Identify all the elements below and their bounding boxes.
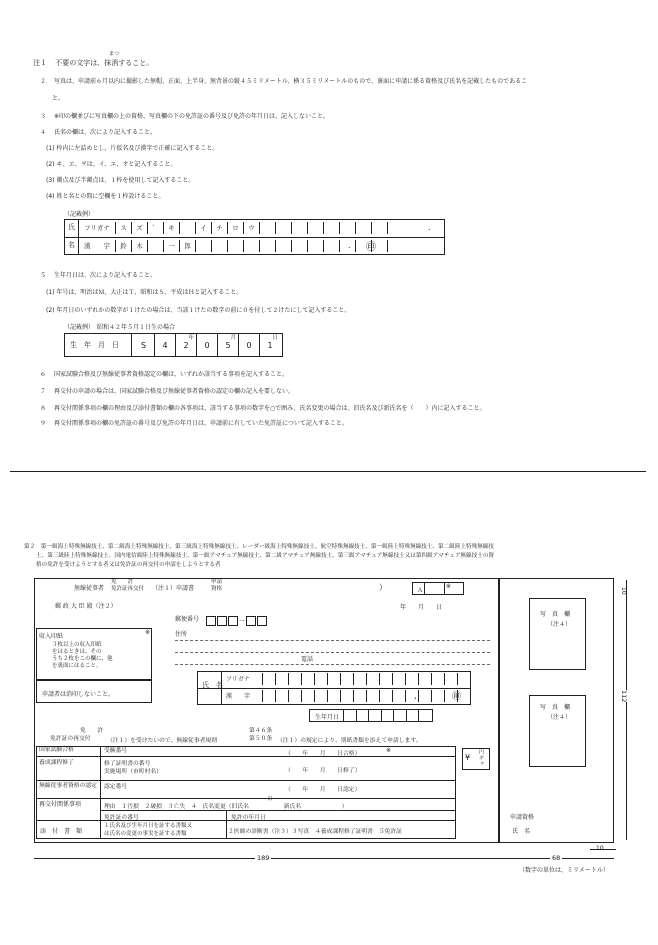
example-cell — [211, 240, 227, 252]
name-cell[interactable] — [275, 690, 288, 702]
note-2-num: ２ — [40, 78, 47, 85]
birth-example-unit — [155, 333, 175, 341]
note-3 — [40, 111, 329, 120]
qual-row-date[interactable]: （ 年 月 日修了） — [285, 768, 361, 774]
form-title-paren: ） — [379, 583, 387, 592]
example-cell: 漢 字 — [84, 242, 110, 250]
note-5-text: 生年月日は、次により記入すること。 — [53, 272, 156, 279]
example-cell — [179, 222, 195, 234]
addressee: 郵 政 大 臣 殿（注２） — [55, 603, 117, 610]
example-cell: フリガナ — [84, 224, 110, 232]
note-7 — [40, 386, 294, 395]
form-title-c: （注１）申請書 — [152, 585, 195, 592]
note-5-1: (1) 年号は、明治はＭ、大正はＴ、昭和はＳ、平成はＨと記入すること。 — [46, 289, 243, 296]
birth-example-cell — [175, 333, 196, 357]
form-title-a: 無線従事者 — [74, 585, 105, 592]
form-header-line1: 第２ 第一級海上特殊無線技士、第二級海上特殊無線技士、第三級海上特殊無線技士、レーダー級海上特殊無線技士、航空特殊無線技士、第一級陸上特殊無線技士、第二級陸上特殊無線技 — [24, 544, 494, 550]
note-2-text: 写真は、申請前６月以内に撮影した無帽、正面、上半身、無背景の縦４５ミリメートル、横３５ミリメートルのもので、裏面に申請に係る資格及び氏名を記載したものであるこ — [53, 78, 528, 85]
example-cell — [243, 240, 259, 252]
birthdate-cell-divider — [356, 709, 357, 722]
note-1-ruby: まつ — [109, 51, 120, 57]
example-cell: 木 — [131, 240, 147, 252]
note-5-num: ５ — [40, 272, 47, 279]
note-8-num: ８ — [40, 405, 47, 412]
note-9-num: ９ — [40, 420, 47, 427]
stamp-mark: ※ — [145, 629, 151, 636]
name-cell[interactable] — [314, 690, 327, 702]
reissue-reason[interactable]: 理由 １汚損 ２破損 ３亡失 ４ 氏名変更（旧氏名 新氏名 ） — [104, 804, 348, 810]
note-2 — [40, 76, 527, 85]
stamp-instructions — [52, 642, 113, 670]
birthdate-cell-divider — [406, 709, 407, 722]
apply-name-label: 氏 名 — [512, 828, 531, 835]
birthdate-label: 生年月日 — [315, 714, 340, 721]
birth-example-cell — [238, 333, 259, 357]
note-4-1: (1) 枠内に左詰めとし、片仮名及び漢字で正確に記入すること。 — [46, 145, 219, 152]
form-title-b1: 免 許 — [111, 579, 134, 585]
dim-10-top: 10 — [620, 587, 627, 595]
birth-example-value: S — [140, 341, 147, 350]
name-cell[interactable] — [431, 690, 444, 702]
photo-2-label: 写 真 欄 — [540, 704, 571, 711]
request-article-50: 第５０条 — [249, 736, 273, 742]
kanji-label: 漢 字 — [226, 693, 251, 700]
example-cell — [355, 222, 371, 234]
furigana-cells[interactable] — [262, 673, 470, 685]
note-4-3: (3) 濁点及び半濁点は、１枠を使用して記入すること。 — [46, 177, 195, 184]
form-title-d — [211, 579, 222, 593]
name-cell[interactable] — [366, 690, 379, 702]
birth-example-value: 5 — [225, 341, 231, 350]
name-comma: ， — [414, 691, 422, 700]
furigana-label: フリガナ — [226, 676, 250, 683]
name-label — [202, 680, 223, 690]
dim-189: 189 — [257, 854, 270, 862]
applicant-note: 申請者は消印しないこと。 — [42, 691, 115, 698]
birth-example-value: 1 — [267, 341, 273, 350]
phone-line[interactable] — [175, 664, 490, 665]
unit-note: （数字の単位は、ミリメートル） — [519, 867, 609, 874]
note-1-text: 不要の文字は、抹消すること。 — [55, 59, 154, 67]
example-cell: キ — [163, 222, 179, 234]
note-4-num: ４ — [40, 129, 47, 136]
example-cell: チ — [211, 222, 227, 234]
note-6 — [40, 369, 288, 378]
note-8 — [40, 403, 486, 412]
birth-example-unit — [133, 333, 154, 341]
example-cell — [291, 222, 307, 234]
birth-example-unit — [197, 333, 217, 341]
form-header-line2: 士、第三級陸上特殊無線技士、国内電信級陸上特殊無線技士、第一級アマチュア無線技士、第二級アマチュア無線技士、第三級アマチュア無線技士又は第四級アマチュア無線技士の資 — [36, 553, 495, 559]
example-cell: ス — [115, 222, 131, 234]
example-seal-icon: ㊞ — [366, 242, 376, 253]
note-1 — [33, 58, 153, 68]
note-4-2: (2) ヰ、ヱ、ヲは、イ、エ、オと記入すること。 — [46, 161, 177, 168]
reissue-label: 再交付関係事項 — [39, 801, 82, 808]
note-6-text: 国家試験合格及び無線従事者資格認定の欄は、いずれか該当する事項を記入すること。 — [53, 371, 288, 378]
yen-icon: ¥ — [465, 753, 471, 762]
qual-row-label: 養成課程修了 — [39, 760, 74, 766]
name-cell[interactable] — [457, 673, 470, 685]
example-cell — [307, 240, 323, 252]
note-4 — [40, 127, 156, 136]
postal-label: 郵便番号 — [175, 616, 200, 623]
example-cell — [339, 222, 355, 234]
note-2-cont: と。 — [52, 95, 65, 102]
reissue-ruby: 旧 — [268, 797, 273, 802]
address-label: 住所 — [175, 631, 188, 638]
form-header-line3: 格の免許を受けようとする者又は免許証の再交付の申請をしようとする者 — [36, 562, 221, 568]
example-cell — [323, 240, 339, 252]
qual-row-date[interactable]: （ 年 月 日認定） — [285, 787, 361, 793]
birth-example-unit — [239, 333, 259, 341]
request-type-2: 免許証の再交付 — [50, 736, 91, 742]
attach-label: 添 付 書 類 — [40, 828, 83, 835]
birth-example-cell — [154, 333, 175, 357]
application-date[interactable]: 年 月 日 — [400, 604, 443, 611]
yen-vertical: 円ギャ — [478, 749, 484, 767]
birthdate-cell-divider — [393, 709, 394, 722]
note-7-num: ７ — [40, 388, 47, 395]
attach-docs-2[interactable]: ２医師の診断書（注３）３写真 ４養成課程修了証明書 ５免許証 — [228, 829, 402, 835]
birth-example-value: 0 — [204, 341, 210, 350]
birth-example-cell — [259, 333, 280, 357]
stamp-text-1: ３枚以上の収入印紙 — [52, 642, 102, 648]
attach-docs-1[interactable] — [104, 822, 192, 838]
photo-1-label: 写 真 欄 — [540, 611, 571, 618]
dim-112-line — [626, 602, 627, 840]
example-cell — [291, 240, 307, 252]
stamp-text-4: を裏面にはること。 — [52, 663, 102, 669]
birthdate-cell-divider — [381, 709, 382, 722]
qual-row-label: 国家試験合格 — [39, 747, 74, 753]
name-cell[interactable] — [262, 673, 275, 685]
example-cell: 郎 — [179, 240, 195, 252]
example-cell — [323, 222, 339, 234]
example-cell — [275, 222, 291, 234]
qual-row-mark: ※ — [386, 747, 392, 754]
a-box-mark: ※ — [446, 583, 452, 590]
name-label-mei: 名 — [216, 681, 223, 689]
example-shi: 氏 — [68, 223, 75, 231]
name-cell[interactable] — [444, 673, 457, 685]
example-cell — [275, 240, 291, 252]
form-title-d2: 資格 — [211, 586, 223, 592]
form-title-d1: 申請 — [211, 579, 223, 585]
name-label-shi: 氏 — [202, 681, 209, 689]
example2-label: （記載例） 昭和４２年５月１日生の場合 — [64, 324, 176, 331]
name-cell[interactable] — [327, 673, 340, 685]
note-4-4: (4) 姓と名との間に空欄を１枠設けること。 — [46, 193, 165, 200]
photo-2-note: （注４） — [547, 714, 572, 721]
a-cell-label: Ａ — [417, 587, 424, 594]
note-1-label: 注１ — [33, 59, 47, 67]
stamp-text-2: をはるときは、その — [52, 649, 102, 655]
note-4-text: 氏名の欄は、次により記入すること。 — [53, 129, 156, 136]
form-title-b2: 免許証再交付 — [111, 586, 145, 592]
name-cell[interactable] — [405, 673, 418, 685]
name-cell[interactable] — [314, 673, 327, 685]
example-cell — [259, 222, 275, 234]
name-cell[interactable] — [366, 673, 379, 685]
birth-example-value: 4 — [162, 341, 168, 350]
stamp-title: 収入印紙 — [39, 633, 64, 640]
name-cell[interactable] — [353, 690, 366, 702]
request-article-46: 第４６条 — [249, 728, 273, 734]
birthdate-cell-divider — [368, 709, 369, 722]
example-cell: イ — [195, 222, 211, 234]
example-cell — [259, 240, 275, 252]
stamp-text-3: うち２枚をこの欄に、他 — [52, 656, 113, 662]
name-cell[interactable] — [288, 690, 301, 702]
birth-example-label: 生 年 月 日 — [70, 341, 119, 349]
request-type — [50, 727, 103, 743]
birth-example-unit: 日 — [272, 335, 278, 341]
apply-qual-label: 申請資格 — [510, 814, 535, 821]
example-cell — [371, 222, 387, 234]
name-cell[interactable] — [392, 673, 405, 685]
birth-example-unit: 月 — [230, 335, 236, 341]
example-cell: ロ — [227, 222, 243, 234]
name-cell[interactable] — [418, 673, 431, 685]
kanji-cells[interactable] — [262, 690, 470, 702]
name-cell[interactable] — [353, 673, 366, 685]
note-3-num: ３ — [40, 113, 47, 120]
name-cell[interactable] — [379, 690, 392, 702]
example-cell — [387, 240, 403, 252]
name-cell[interactable] — [327, 690, 340, 702]
postal-code-input[interactable]: － — [206, 610, 268, 629]
example-dot-2: ． — [348, 241, 356, 250]
note-5 — [40, 270, 156, 279]
qual-row-content[interactable]: 認定番号 — [104, 784, 128, 790]
example-cell — [147, 240, 163, 252]
request-type-1: 免 許 — [80, 728, 104, 734]
note-3-text: ※印の欄並びに写真欄の上の資格、写真欄の下の免許証の番号及び免許の年月日は、記入しないこと。 — [53, 113, 329, 120]
address-line-2[interactable] — [175, 652, 490, 653]
example-dot: ． — [428, 223, 436, 232]
birthdate-cell-divider — [343, 709, 344, 722]
request-text-2: （注１）の規定により、別紙書類を添えて申請します。 — [277, 738, 422, 744]
birth-example-cell — [196, 333, 217, 357]
photo-1-note: （注４） — [547, 621, 572, 628]
birth-example-value: 0 — [246, 341, 252, 350]
seal-icon: ㊞ — [452, 692, 462, 702]
example-cell: ゛ — [147, 222, 163, 234]
example-cell — [195, 240, 211, 252]
example-cell — [307, 222, 323, 234]
name-cell[interactable] — [340, 673, 353, 685]
reissue-number[interactable]: 免許証の番号 — [104, 815, 139, 821]
birth-example-cell — [217, 333, 238, 357]
name-cell[interactable] — [301, 673, 314, 685]
note-9 — [40, 418, 348, 427]
name-cell[interactable] — [275, 673, 288, 685]
note-7-text: 再交付の申請の場合は、国家試験合格及び無線従事者資格の認定の欄の記入を要しない。 — [53, 388, 294, 395]
example-cell: 鈴 — [115, 240, 131, 252]
request-text: （注１）を受けたいので、無線従事者規則 — [107, 738, 218, 744]
name-cell[interactable] — [431, 673, 444, 685]
dim-68: 68 — [552, 854, 561, 862]
qual-row-content[interactable]: 修了証明書の番号 実施場所（市町村名） — [104, 761, 162, 775]
birth-example-unit: 年 — [188, 335, 194, 341]
example-cell: 一 — [163, 240, 179, 252]
dim-112: 112 — [620, 690, 628, 703]
phone-label: 電話 — [301, 656, 314, 663]
note-5-2: (2) 年月日のいずれかの数字が１けたの場合は、当該１けたの数字の前に０を付して２けたにして記入すること。 — [46, 307, 351, 314]
name-cell[interactable] — [340, 690, 353, 702]
name-cell[interactable] — [392, 690, 405, 702]
qual-row-date[interactable]: （ 年 月 日合格） — [285, 751, 361, 757]
form-title-b — [111, 579, 144, 593]
page-divider — [10, 471, 646, 472]
name-cell[interactable] — [262, 690, 275, 702]
example-cell — [227, 240, 243, 252]
note-8-text: 再交付関係事項の欄の理由及び添付書類の欄の各事項は、該当する事項の数字を○で囲み、氏名変更の場合は、旧氏名及び新氏名を（ ）内に記入すること。 — [53, 405, 486, 412]
reissue-date[interactable]: 免許の年月日 — [231, 815, 266, 821]
name-cell[interactable] — [379, 673, 392, 685]
birth-example-value: 2 — [183, 341, 189, 350]
note-9-text: 再交付関係事項の欄の免許証の番号及び免許の年月日は、申請前に有していた免許証について記入すること。 — [53, 420, 348, 427]
example-cell: ウ — [243, 222, 259, 234]
example-mei: 名 — [68, 241, 75, 249]
name-cell[interactable] — [301, 690, 314, 702]
attach-text-2: は氏名の変更の事実を証する書類 — [104, 831, 187, 837]
address-line-1[interactable] — [175, 640, 490, 641]
example-cell — [387, 222, 403, 234]
attach-text-1: １氏名及び生年月日を証する書類又 — [104, 823, 193, 829]
example-label: （記載例） — [64, 211, 95, 218]
example-furigana-row — [79, 222, 403, 234]
name-cell[interactable] — [288, 673, 301, 685]
note-6-num: ６ — [40, 371, 47, 378]
birthdate-cell-divider — [418, 709, 419, 722]
example-cell: ズ — [131, 222, 147, 234]
birth-example-cell — [133, 333, 154, 357]
request-article — [249, 727, 272, 743]
qual-row-content[interactable]: 受験番号 — [104, 748, 128, 754]
qual-row-label: 無線従事者資格の認定 — [39, 783, 97, 789]
